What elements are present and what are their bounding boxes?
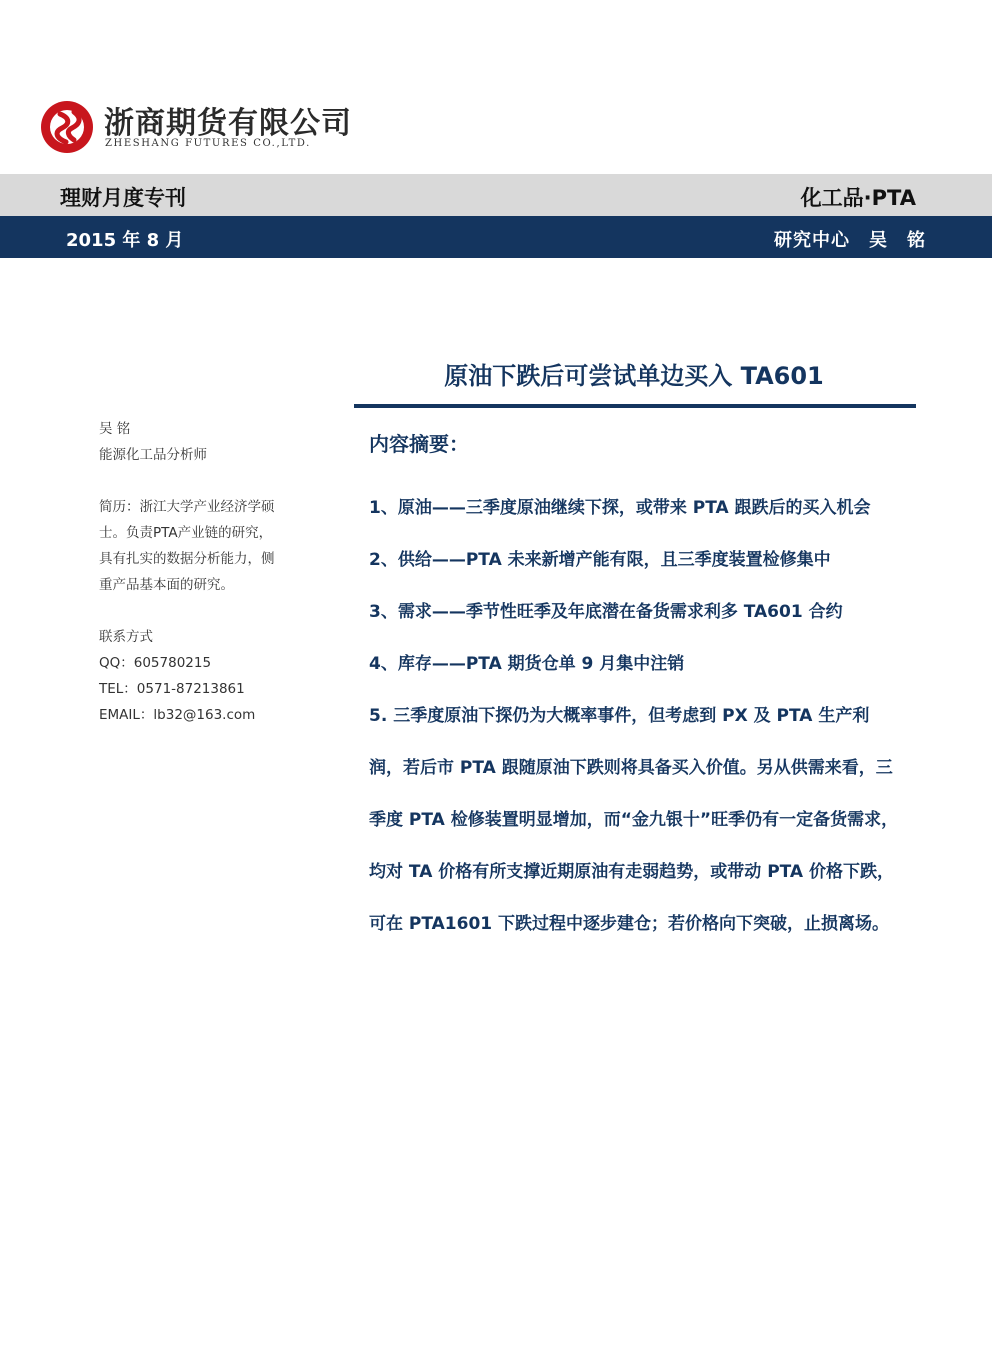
summary-item: 2、供给——PTA 未来新增产能有限，且三季度装置检修集中 — [369, 550, 831, 570]
contact-label: 联系方式 — [99, 629, 153, 645]
summary-item: 3、需求——季节性旺季及年底潜在备货需求利多 TA601 合约 — [369, 602, 843, 622]
bio-line: 具有扎实的数据分析能力，侧 — [99, 551, 275, 567]
company-name-en: ZHESHANG FUTURES CO.,LTD. — [105, 138, 311, 149]
analyst-name: 吴 铭 — [99, 421, 131, 437]
bio-line: 重产品基本面的研究。 — [99, 577, 234, 593]
company-name-cn: 浙商期货有限公司 — [104, 106, 352, 141]
zheshang-logo-icon — [40, 100, 94, 154]
publication-band — [0, 174, 992, 216]
bio-line: 士。负责PTA产业链的研究， — [99, 525, 273, 541]
contact-tel: TEL：0571-87213861 — [99, 681, 245, 697]
dept-author: 研究中心 吴 铭 — [774, 230, 926, 251]
report-title: 原油下跌后可尝试单边买入 TA601 — [444, 362, 824, 390]
company-logo — [40, 96, 352, 158]
date-author-band — [0, 216, 992, 258]
analyst-sidebar — [99, 416, 299, 728]
bio-line: 简历：浙江大学产业经济学硕 — [99, 499, 275, 515]
summary-item: 5. 三季度原油下探仍为大概率事件，但考虑到 PX 及 PTA 生产利润，若后市 PTA 跟随原油下跌则将具备买入价值。另从供需来看，三季度 PTA 检修装置明显增加，而“金九银十”旺季仍有一定备货需求，均对 TA 价格有所支撑近期原油有走弱趋势，或带动 PTA 价格下跌，可在 PTA1601 下跌过程中逐步建仓；若价格向下突破，止损离场。 — [369, 706, 899, 934]
summary-item: 4、库存——PTA 期货仓单 9 月集中注销 — [369, 654, 685, 674]
summary-item: 1、原油——三季度原油继续下探，或带来 PTA 跟跌后的买入机会 — [369, 498, 871, 518]
summary-list — [369, 482, 903, 950]
contact-email: EMAIL：lb32@163.com — [99, 707, 256, 723]
publication-title: 理财月度专刊 — [60, 186, 186, 210]
summary-heading: 内容摘要： — [369, 432, 469, 456]
title-divider — [354, 404, 916, 408]
contact-qq: QQ：605780215 — [99, 655, 212, 671]
analyst-role: 能源化工品分析师 — [99, 447, 207, 463]
sector-label: 化工品·PTA — [800, 186, 916, 210]
report-date: 2015 年 8 月 — [66, 230, 184, 251]
